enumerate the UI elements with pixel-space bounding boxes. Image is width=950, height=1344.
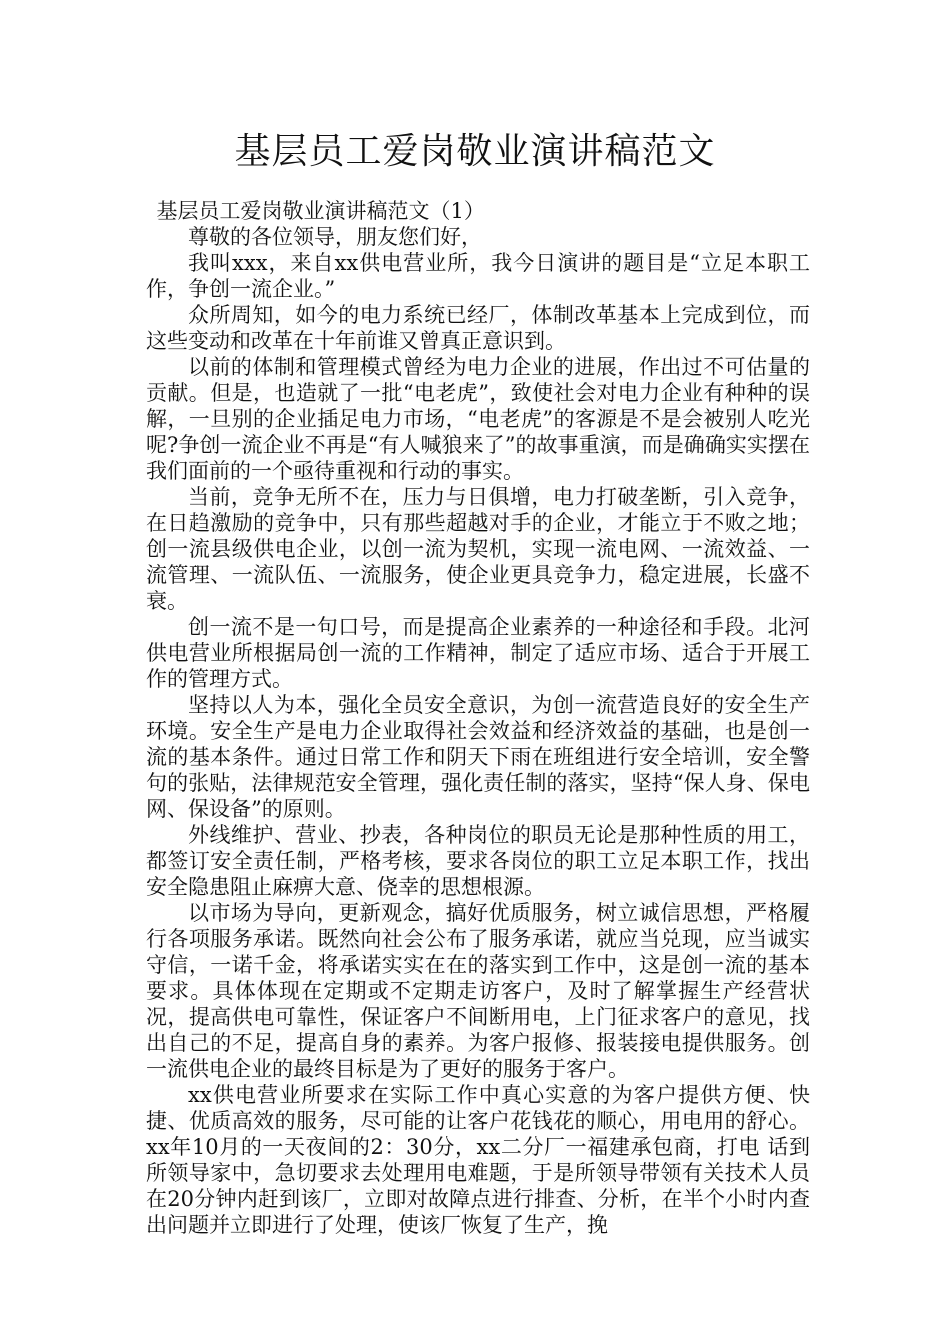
section-heading: 基层员工爱岗敬业演讲稿范文（1） <box>156 199 485 223</box>
paragraph: 我叫xxx，来自xx供电营业所，我今日演讲的题目是“立足本职工作，争创一流企业。” <box>146 251 810 301</box>
paragraph: 当前，竞争无所不在，压力与日俱增，电力打破垄断，引入竞争，在日趋激励的竞争中，只有那些超越对手的企业，才能立于不败之地；创一流县级供电企业，以创一流为契机，实现一流电网、一流效益、一流管理、一流队伍、一流服务，使企业更具竞争力，稳定进展，长盛不衰。 <box>146 485 810 613</box>
paragraph: 创一流不是一句口号，而是提高企业素养的一种途径和手段。北河供电营业所根据局创一流的工作精神，制定了适应市场、适合于开展工作的管理方式。 <box>146 615 810 691</box>
paragraph: 外线维护、营业、抄表，各种岗位的职员无论是那种性质的用工，都签订安全责任制，严格考核，要求各岗位的职工立足本职工作，找出安全隐患阻止麻痹大意、侥幸的思想根源。 <box>146 823 810 899</box>
paragraph: 以前的体制和管理模式曾经为电力企业的进展，作出过不可估量的贡献。但是，也造就了一批“电老虎”，致使社会对电力企业有种种的误解，一旦别的企业插足电力市场，“电老虎”的客源是不是会被别人吃光呢?争创一流企业不再是“有人喊狼来了”的故事重演，而是确确实实摆在我们面前的一个亟待重视和行动的事实。 <box>146 355 810 483</box>
document-body <box>146 198 810 1238</box>
paragraph: xx供电营业所要求在实际工作中真心实意的为客户提供方便、快捷、优质高效的服务，尽可能的让客户花钱花的顺心，用电用的舒心。xx年10月的一天夜间的2：30分，xx二分厂一福建承包商，打电 话到所领导家中，急切要求去处理用电难题，于是所领导带领有关技术人员在20分钟内赶到该厂，立即对故障点进行排查、分析，在半个小时内查出问题并立即进行了处理，使该厂恢复了生产，挽 <box>146 1083 810 1237</box>
paragraph: 以市场为导向，更新观念，搞好优质服务，树立诚信思想，严格履行各项服务承诺。既然向社会公布了服务承诺，就应当兑现，应当诚实守信，一诺千金，将承诺实实在在的落实到工作中，这是创一流的基本要求。具体体现在定期或不定期走访客户，及时了解掌握生产经营状况，提高供电可靠性，保证客户不间断用电，上门征求客户的意见，找出自己的不足，提高自身的素养。为客户报修、报装接电提供服务。创一流供电企业的最终目标是为了更好的服务于客户。 <box>146 901 810 1081</box>
paragraph: 尊敬的各位领导，朋友您们好， <box>188 225 482 249</box>
paragraph: 坚持以人为本，强化全员安全意识，为创一流营造良好的安全生产环境。安全生产是电力企业取得社会效益和经济效益的基础，也是创一流的基本条件。通过日常工作和阴天下雨在班组进行安全培训，安全警句的张贴，法律规范安全管理，强化责任制的落实，坚持“保人身、保电网、保设备”的原则。 <box>146 693 810 821</box>
paragraph: 众所周知，如今的电力系统已经厂，体制改革基本上完成到位，而这些变动和改革在十年前谁又曾真正意识到。 <box>146 303 810 353</box>
document-title: 基层员工爱岗敬业演讲稿范文 <box>234 131 716 172</box>
